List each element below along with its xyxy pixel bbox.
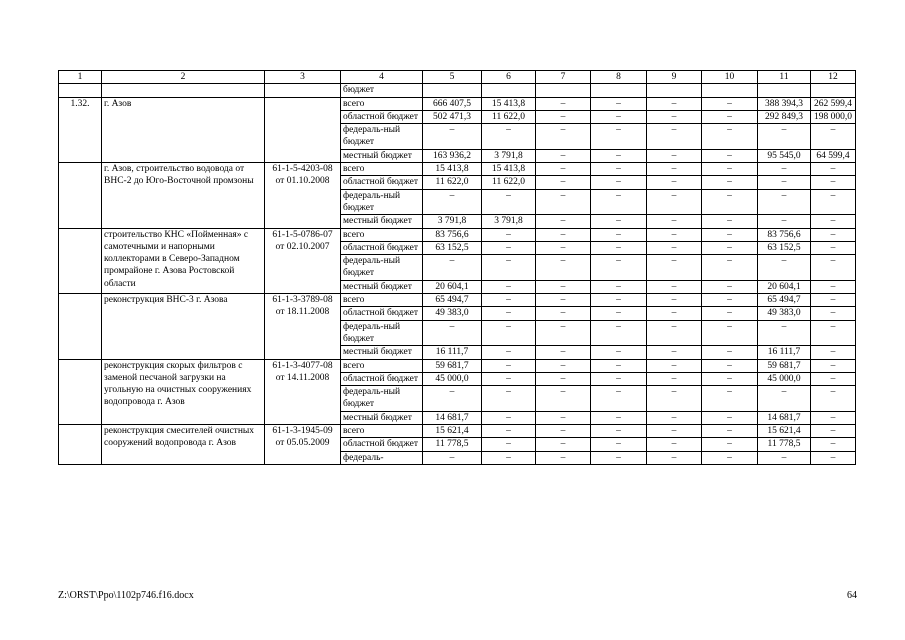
amount-cell: – xyxy=(591,241,647,254)
amount-cell: – xyxy=(811,280,856,293)
amount-cell: – xyxy=(647,372,702,385)
amount-cell: – xyxy=(591,307,647,320)
amount-cell: – xyxy=(702,386,758,412)
expertise-code: 61-1-3-3789-08 от 18.11.2008 xyxy=(265,294,341,359)
column-header: 1 xyxy=(59,71,102,84)
column-header: 9 xyxy=(647,71,702,84)
funding-source: федераль-ный бюджет xyxy=(341,124,423,150)
funding-source: областной бюджет xyxy=(341,307,423,320)
item-number xyxy=(59,228,102,293)
item-number xyxy=(59,359,102,424)
amount-cell: – xyxy=(591,425,647,438)
amount-cell: – xyxy=(702,280,758,293)
amount-cell: – xyxy=(591,149,647,162)
amount-cell: 64 599,4 xyxy=(811,149,856,162)
amount-cell: – xyxy=(482,228,536,241)
amount-cell: – xyxy=(758,255,811,281)
amount-cell: – xyxy=(811,176,856,189)
column-header: 6 xyxy=(482,71,536,84)
amount-cell: – xyxy=(536,163,591,176)
amount-cell: – xyxy=(423,124,482,150)
amount-cell: – xyxy=(811,425,856,438)
amount-cell: 16 111,7 xyxy=(423,346,482,359)
amount-cell: – xyxy=(482,386,536,412)
amount-cell: 83 756,6 xyxy=(423,228,482,241)
amount-cell: 15 621,4 xyxy=(423,425,482,438)
column-header: 7 xyxy=(536,71,591,84)
amount-cell: – xyxy=(536,215,591,228)
amount-cell: – xyxy=(811,411,856,424)
funding-source: местный бюджет xyxy=(341,346,423,359)
object-name: г. Азов, строительство водовода от ВНС-2 до Юго-Восточной промзоны xyxy=(102,163,265,228)
amount-cell: – xyxy=(758,320,811,346)
item-number xyxy=(59,163,102,228)
amount-cell: 45 000,0 xyxy=(758,372,811,385)
amount-cell: – xyxy=(811,241,856,254)
amount-cell: 3 791,8 xyxy=(482,215,536,228)
amount-cell: 20 604,1 xyxy=(758,280,811,293)
amount-cell: – xyxy=(423,386,482,412)
amount-cell: – xyxy=(647,451,702,464)
column-header: 12 xyxy=(811,71,856,84)
amount-cell: 49 383,0 xyxy=(758,307,811,320)
amount-cell: – xyxy=(702,215,758,228)
amount-cell: – xyxy=(591,411,647,424)
amount-cell: – xyxy=(647,124,702,150)
continuation-label: бюджет xyxy=(341,84,423,97)
funding-source: федераль-ный бюджет xyxy=(341,320,423,346)
amount-cell: – xyxy=(591,294,647,307)
amount-cell: – xyxy=(758,163,811,176)
amount-cell: – xyxy=(536,307,591,320)
amount-cell: 59 681,7 xyxy=(423,359,482,372)
amount-cell: 14 681,7 xyxy=(758,411,811,424)
amount-cell: – xyxy=(536,110,591,123)
amount-cell: – xyxy=(482,346,536,359)
amount-cell: 198 000,0 xyxy=(811,110,856,123)
amount-cell: – xyxy=(536,189,591,215)
amount-cell: – xyxy=(536,228,591,241)
amount-cell: – xyxy=(811,359,856,372)
amount-cell: – xyxy=(702,176,758,189)
funding-source: местный бюджет xyxy=(341,411,423,424)
amount-cell: – xyxy=(482,372,536,385)
amount-cell: 502 471,3 xyxy=(423,110,482,123)
amount-cell: – xyxy=(702,451,758,464)
amount-cell: – xyxy=(591,438,647,451)
amount-cell: – xyxy=(811,189,856,215)
amount-cell: – xyxy=(702,346,758,359)
amount-cell: – xyxy=(647,189,702,215)
amount-cell: – xyxy=(591,176,647,189)
expertise-code: 61-1-5-0786-07 от 02.10.2007 xyxy=(265,228,341,293)
amount-cell: – xyxy=(536,320,591,346)
amount-cell: – xyxy=(482,124,536,150)
amount-cell: – xyxy=(591,163,647,176)
amount-cell: – xyxy=(758,215,811,228)
amount-cell: – xyxy=(647,346,702,359)
amount-cell: – xyxy=(536,425,591,438)
amount-cell: – xyxy=(482,425,536,438)
amount-cell: – xyxy=(423,320,482,346)
amount-cell: – xyxy=(482,451,536,464)
page-number: 64 xyxy=(847,590,857,601)
amount-cell: – xyxy=(758,124,811,150)
amount-cell: – xyxy=(536,97,591,110)
amount-cell: – xyxy=(647,255,702,281)
amount-cell: – xyxy=(536,438,591,451)
amount-cell: – xyxy=(811,124,856,150)
object-name: реконструкция смесителей очистных сооружений водопровода г. Азов xyxy=(102,425,265,465)
amount-cell: – xyxy=(423,451,482,464)
amount-cell: – xyxy=(702,255,758,281)
amount-cell: 16 111,7 xyxy=(758,346,811,359)
amount-cell: – xyxy=(536,451,591,464)
amount-cell: – xyxy=(811,215,856,228)
amount-cell: – xyxy=(811,438,856,451)
amount-cell: – xyxy=(702,163,758,176)
amount-cell: – xyxy=(702,294,758,307)
amount-cell: 20 604,1 xyxy=(423,280,482,293)
amount-cell: – xyxy=(647,241,702,254)
funding-source: местный бюджет xyxy=(341,280,423,293)
amount-cell: 14 681,7 xyxy=(423,411,482,424)
expertise-code: 61-1-3-1945-09 от 05.05.2009 xyxy=(265,425,341,465)
amount-cell: – xyxy=(647,307,702,320)
funding-source: всего xyxy=(341,359,423,372)
amount-cell: – xyxy=(811,372,856,385)
amount-cell: – xyxy=(591,215,647,228)
amount-cell: 11 778,5 xyxy=(423,438,482,451)
amount-cell: – xyxy=(647,176,702,189)
amount-cell: – xyxy=(702,97,758,110)
amount-cell: – xyxy=(591,451,647,464)
funding-source: всего xyxy=(341,163,423,176)
amount-cell: – xyxy=(482,438,536,451)
amount-cell: – xyxy=(702,110,758,123)
object-name: г. Азов xyxy=(102,97,265,162)
amount-cell: – xyxy=(702,425,758,438)
amount-cell: – xyxy=(482,255,536,281)
funding-source: всего xyxy=(341,97,423,110)
amount-cell: – xyxy=(591,255,647,281)
amount-cell: 11 622,0 xyxy=(423,176,482,189)
funding-source: всего xyxy=(341,228,423,241)
amount-cell: 15 621,4 xyxy=(758,425,811,438)
amount-cell: – xyxy=(702,411,758,424)
amount-cell: – xyxy=(591,110,647,123)
amount-cell: 63 152,5 xyxy=(758,241,811,254)
cell xyxy=(591,84,647,97)
funding-source: федераль-ный бюджет xyxy=(341,189,423,215)
amount-cell: 65 494,7 xyxy=(758,294,811,307)
amount-cell: – xyxy=(536,386,591,412)
amount-cell: 3 791,8 xyxy=(423,215,482,228)
funding-source: областной бюджет xyxy=(341,372,423,385)
cell xyxy=(102,84,265,97)
amount-cell: 95 545,0 xyxy=(758,149,811,162)
amount-cell: – xyxy=(423,255,482,281)
table-row xyxy=(59,163,856,176)
expertise-code xyxy=(265,97,341,162)
amount-cell: – xyxy=(647,411,702,424)
table-row xyxy=(59,294,856,307)
amount-cell: – xyxy=(647,215,702,228)
cell xyxy=(647,84,702,97)
amount-cell: – xyxy=(591,97,647,110)
amount-cell: 49 383,0 xyxy=(423,307,482,320)
cell xyxy=(265,84,341,97)
amount-cell: – xyxy=(482,411,536,424)
amount-cell: – xyxy=(423,189,482,215)
amount-cell: – xyxy=(702,372,758,385)
amount-cell: – xyxy=(702,359,758,372)
amount-cell: – xyxy=(536,176,591,189)
amount-cell: – xyxy=(536,255,591,281)
amount-cell: – xyxy=(536,241,591,254)
amount-cell: – xyxy=(811,346,856,359)
amount-cell: – xyxy=(811,255,856,281)
amount-cell: – xyxy=(758,451,811,464)
amount-cell: – xyxy=(702,124,758,150)
object-name: реконструкция ВНС-3 г. Азова xyxy=(102,294,265,359)
funding-source: областной бюджет xyxy=(341,241,423,254)
amount-cell: – xyxy=(647,163,702,176)
funding-source: областной бюджет xyxy=(341,110,423,123)
column-header: 5 xyxy=(423,71,482,84)
amount-cell: – xyxy=(591,372,647,385)
amount-cell: – xyxy=(647,228,702,241)
cell xyxy=(59,84,102,97)
amount-cell: – xyxy=(647,110,702,123)
amount-cell: – xyxy=(536,372,591,385)
funding-source: местный бюджет xyxy=(341,149,423,162)
header-row xyxy=(59,71,856,84)
column-header: 3 xyxy=(265,71,341,84)
amount-cell: – xyxy=(482,307,536,320)
funding-source: областной бюджет xyxy=(341,176,423,189)
cell xyxy=(758,84,811,97)
amount-cell: – xyxy=(591,359,647,372)
table-row xyxy=(59,425,856,438)
amount-cell: – xyxy=(591,320,647,346)
amount-cell: 45 000,0 xyxy=(423,372,482,385)
amount-cell: 15 413,8 xyxy=(423,163,482,176)
funding-source: всего xyxy=(341,294,423,307)
amount-cell: 3 791,8 xyxy=(482,149,536,162)
object-name: строительство КНС «Пойменная» с самотечными и напорными коллекторами в Северо-Западном промрайоне г. Азова Ростовской области xyxy=(102,228,265,293)
cell xyxy=(811,84,856,97)
amount-cell: – xyxy=(482,280,536,293)
amount-cell: – xyxy=(702,241,758,254)
amount-cell: – xyxy=(591,386,647,412)
amount-cell: – xyxy=(591,280,647,293)
amount-cell: – xyxy=(811,294,856,307)
amount-cell: 262 599,4 xyxy=(811,97,856,110)
expertise-code: 61-1-3-4077-08 от 14.11.2008 xyxy=(265,359,341,424)
amount-cell: – xyxy=(647,386,702,412)
column-header: 8 xyxy=(591,71,647,84)
funding-source: областной бюджет xyxy=(341,438,423,451)
funding-source: всего xyxy=(341,425,423,438)
amount-cell: 15 413,8 xyxy=(482,163,536,176)
amount-cell: 666 407,5 xyxy=(423,97,482,110)
amount-cell: – xyxy=(591,228,647,241)
amount-cell: – xyxy=(482,320,536,346)
item-number: 1.32. xyxy=(59,97,102,162)
amount-cell: – xyxy=(647,97,702,110)
amount-cell: 59 681,7 xyxy=(758,359,811,372)
amount-cell: – xyxy=(702,320,758,346)
amount-cell: – xyxy=(647,280,702,293)
funding-source: федераль-ный бюджет xyxy=(341,255,423,281)
amount-cell: – xyxy=(482,359,536,372)
amount-cell: – xyxy=(758,176,811,189)
cell xyxy=(423,84,482,97)
table-row xyxy=(59,359,856,372)
column-header: 2 xyxy=(102,71,265,84)
amount-cell: – xyxy=(811,228,856,241)
amount-cell: – xyxy=(536,411,591,424)
amount-cell: 292 849,3 xyxy=(758,110,811,123)
amount-cell: – xyxy=(811,451,856,464)
budget-table xyxy=(58,70,856,465)
amount-cell: – xyxy=(536,149,591,162)
expertise-code: 61-1-5-4203-08 от 01.10.2008 xyxy=(265,163,341,228)
column-header: 11 xyxy=(758,71,811,84)
amount-cell: – xyxy=(536,280,591,293)
amount-cell: – xyxy=(536,124,591,150)
column-header: 4 xyxy=(341,71,423,84)
table-body xyxy=(59,84,856,465)
amount-cell: – xyxy=(811,163,856,176)
item-number xyxy=(59,294,102,359)
amount-cell: 11 622,0 xyxy=(482,176,536,189)
object-name: реконструкция скорых фильтров с заменой песчаной загрузки на угольную на очистных сооружениях водопровода г. Азов xyxy=(102,359,265,424)
amount-cell: – xyxy=(702,228,758,241)
amount-cell: – xyxy=(536,346,591,359)
cell xyxy=(482,84,536,97)
cell xyxy=(702,84,758,97)
file-path: Z:\ORST\Ppo\1102p746.f16.docx xyxy=(58,590,194,601)
amount-cell: 83 756,6 xyxy=(758,228,811,241)
amount-cell: 163 936,2 xyxy=(423,149,482,162)
amount-cell: – xyxy=(536,359,591,372)
amount-cell: 11 622,0 xyxy=(482,110,536,123)
amount-cell: – xyxy=(647,359,702,372)
amount-cell: – xyxy=(591,189,647,215)
funding-source: федераль- xyxy=(341,451,423,464)
amount-cell: – xyxy=(482,294,536,307)
amount-cell: 65 494,7 xyxy=(423,294,482,307)
funding-source: федераль-ный бюджет xyxy=(341,386,423,412)
amount-cell: – xyxy=(647,425,702,438)
amount-cell: – xyxy=(647,294,702,307)
amount-cell: 388 394,3 xyxy=(758,97,811,110)
amount-cell: – xyxy=(591,346,647,359)
table-row xyxy=(59,97,856,110)
amount-cell: – xyxy=(647,149,702,162)
funding-source: местный бюджет xyxy=(341,215,423,228)
item-number xyxy=(59,425,102,465)
amount-cell: – xyxy=(811,386,856,412)
table-row xyxy=(59,228,856,241)
amount-cell: 11 778,5 xyxy=(758,438,811,451)
continuation-row xyxy=(59,84,856,97)
amount-cell: – xyxy=(536,294,591,307)
amount-cell: – xyxy=(482,241,536,254)
amount-cell: – xyxy=(758,386,811,412)
amount-cell: – xyxy=(702,307,758,320)
amount-cell: – xyxy=(647,320,702,346)
amount-cell: – xyxy=(811,320,856,346)
amount-cell: 63 152,5 xyxy=(423,241,482,254)
amount-cell: – xyxy=(647,438,702,451)
amount-cell: – xyxy=(702,189,758,215)
cell xyxy=(536,84,591,97)
amount-cell: – xyxy=(702,149,758,162)
amount-cell: – xyxy=(758,189,811,215)
amount-cell: – xyxy=(591,124,647,150)
amount-cell: – xyxy=(811,307,856,320)
amount-cell: 15 413,8 xyxy=(482,97,536,110)
column-header: 10 xyxy=(702,71,758,84)
amount-cell: – xyxy=(482,189,536,215)
amount-cell: – xyxy=(702,438,758,451)
